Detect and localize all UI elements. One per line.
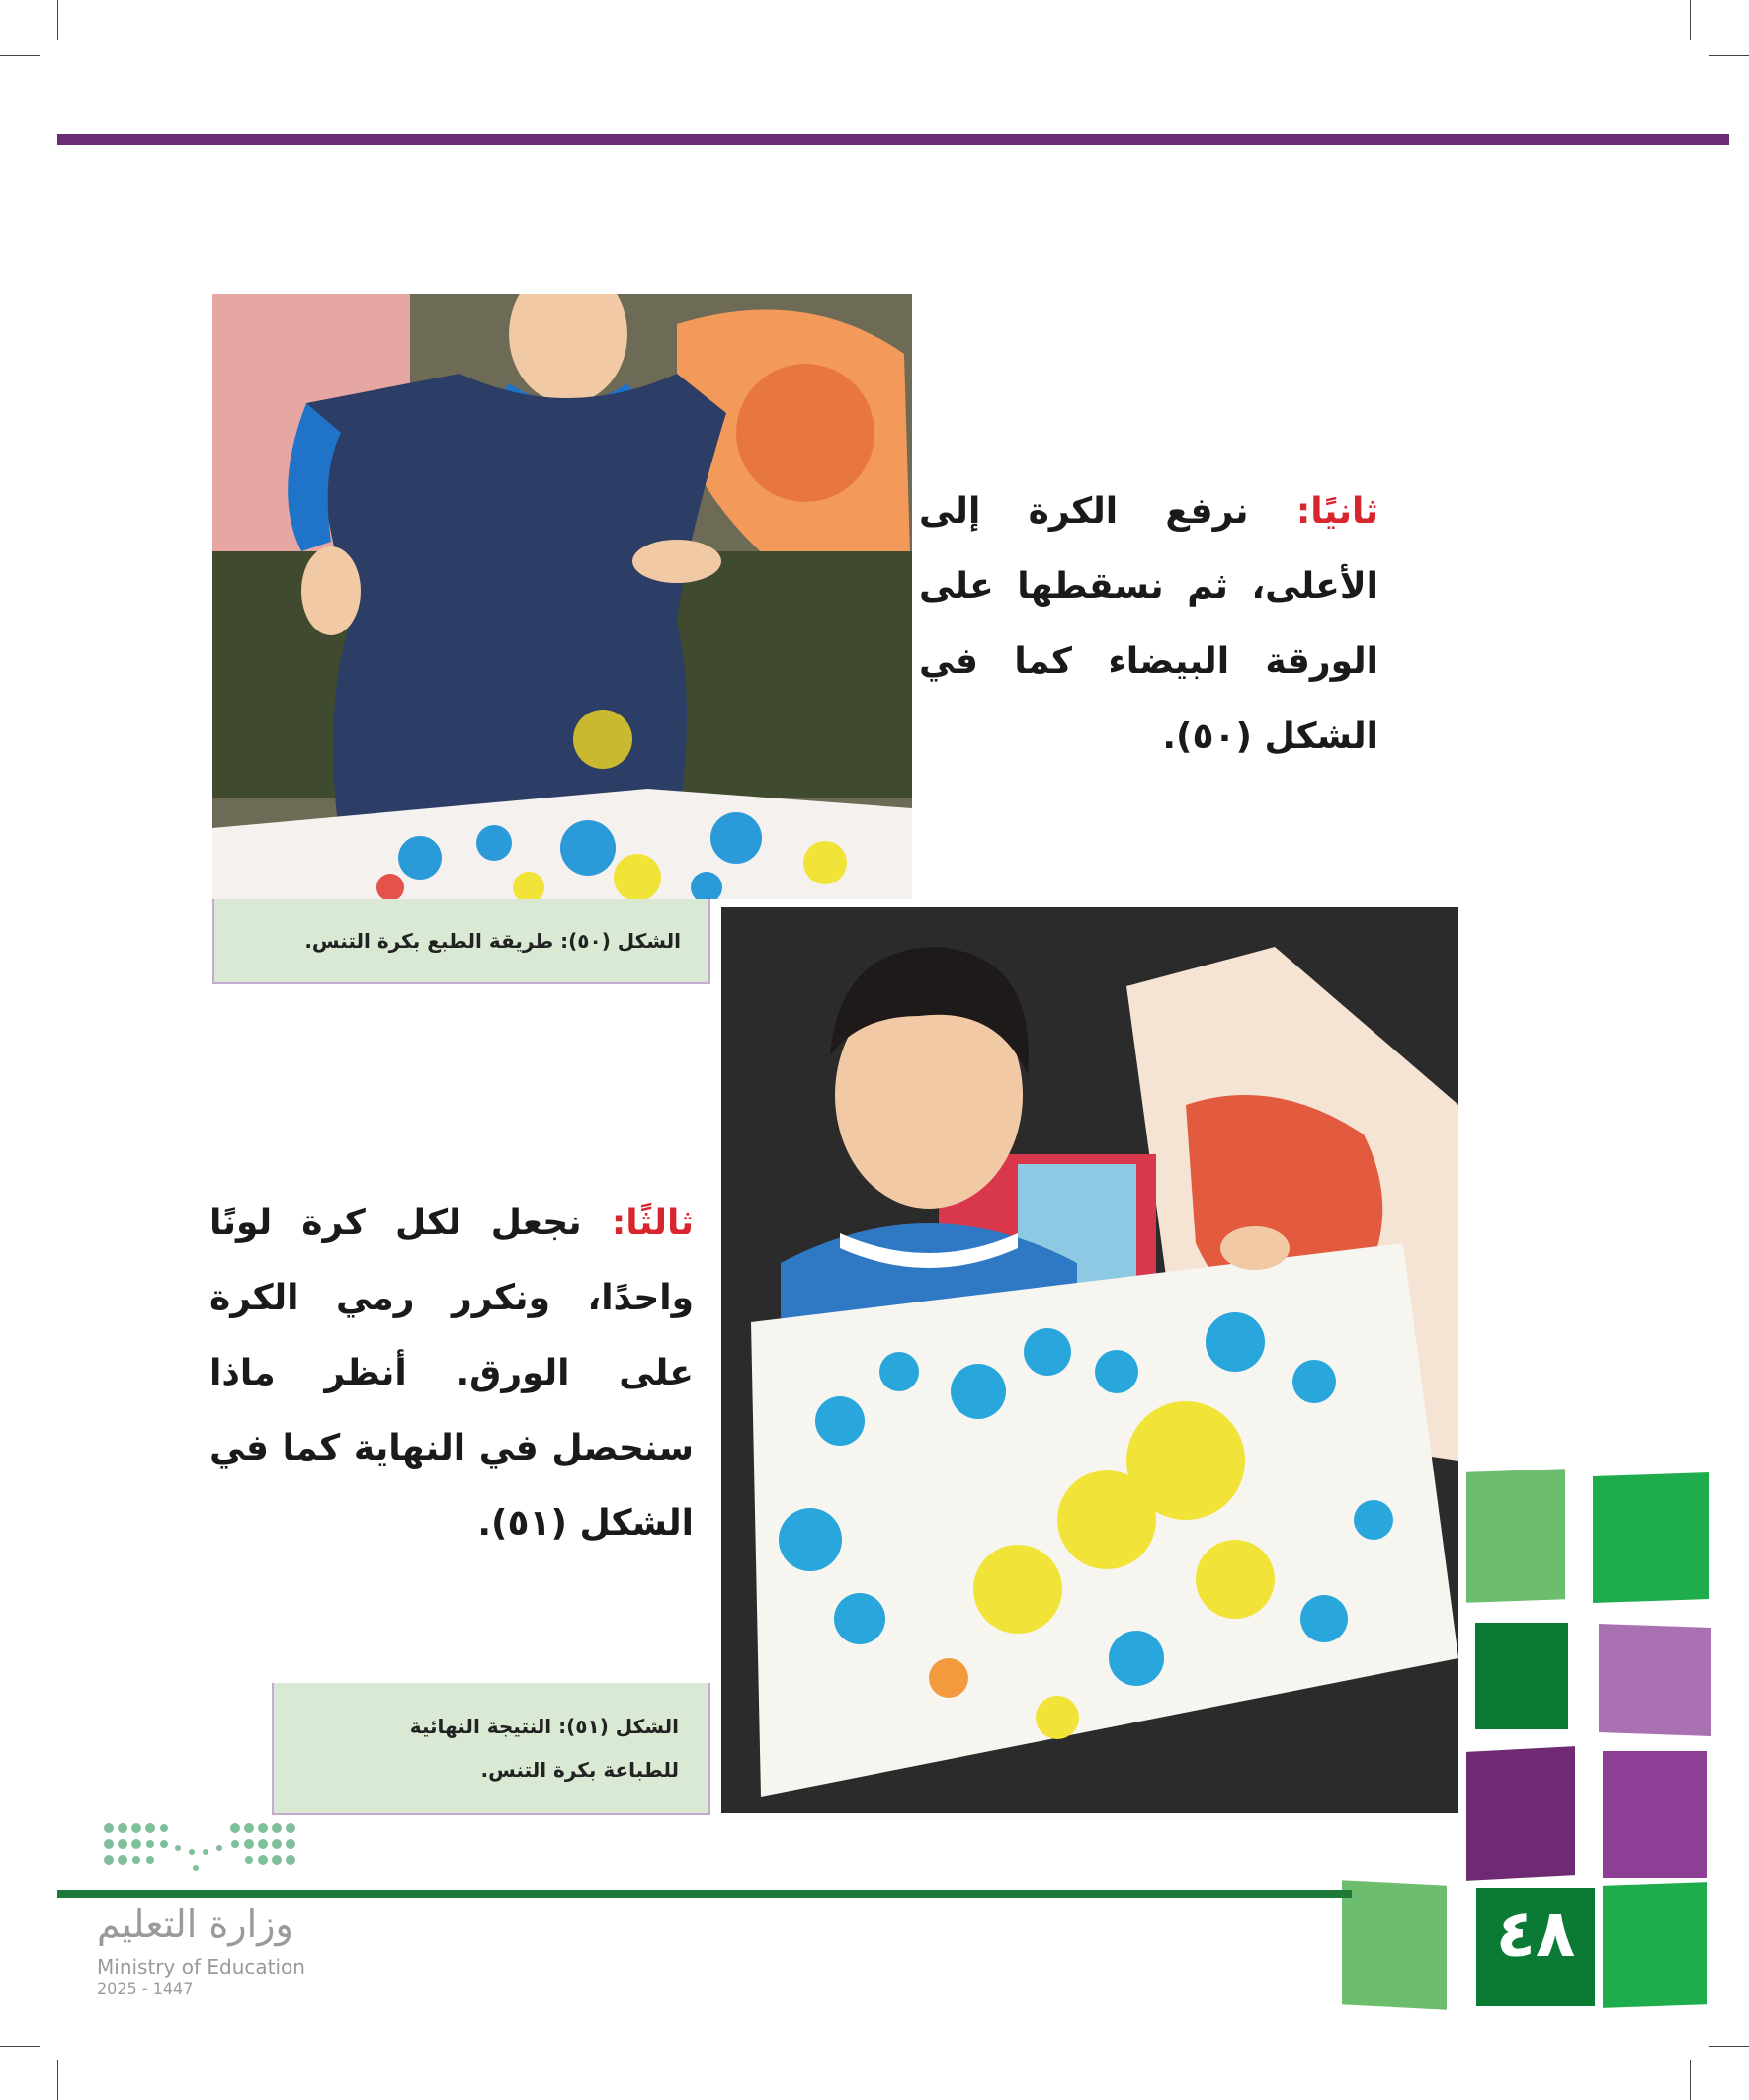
decor-tile (1603, 1882, 1707, 2008)
figure-51-photo (721, 907, 1458, 1813)
figure-50-caption-text: الشكل (٥٠): طريقة الطبع بكرة التنس. (304, 929, 681, 953)
ministry-name-arabic: وزارة التعليم (97, 1902, 293, 1946)
ministry-logo-dots (57, 1818, 314, 1897)
decor-tile (1475, 1623, 1568, 1729)
crop-mark (1709, 2046, 1749, 2047)
crop-mark (0, 55, 40, 56)
step-three-paragraph (209, 1186, 694, 1561)
figure-51-caption (272, 1683, 710, 1815)
decor-tile (1593, 1472, 1709, 1603)
decor-tile (1466, 1746, 1575, 1881)
figure-51-caption-line2: للطباعة بكرة التنس. (480, 1758, 679, 1782)
page-number: ٤٨ (1495, 1895, 1576, 1972)
decor-tile (1603, 1751, 1707, 1878)
crop-mark (1709, 55, 1749, 56)
figure-50-caption (212, 899, 710, 984)
crop-mark (57, 0, 58, 40)
crop-mark (57, 2060, 58, 2100)
step-two-paragraph (919, 474, 1378, 775)
step-two-label: ثانيًا: (1295, 491, 1378, 532)
step-two-text: نرفع الكرة إلى الأعلى، ثم نسقطها على الورقة البيضاء كما في الشكل (٥٠). (919, 491, 1378, 757)
header-rule (57, 134, 1729, 145)
figure-51-caption-text (303, 1705, 679, 1792)
crop-mark (0, 2046, 40, 2047)
decor-tile (1342, 1880, 1447, 2010)
step-three-label: ثالثًا: (611, 1203, 694, 1243)
crop-mark (1690, 0, 1691, 40)
decor-tile (1599, 1624, 1711, 1736)
step-three-text: نجعل لكل كرة لونًا واحدًا، ونكرر رمي الكرة على الورق. أنظر ماذا سنحصل في النهاية كما في الشكل (٥١). (209, 1203, 694, 1544)
crop-mark (1690, 2060, 1691, 2100)
ministry-name-english: Ministry of Education (97, 1955, 305, 1978)
figure-51-caption-line1: الشكل (٥١): النتيجة النهائية (409, 1715, 679, 1738)
figure-50-photo (212, 294, 912, 899)
decor-tile (1466, 1469, 1565, 1602)
ministry-year: 2025 - 1447 (97, 1979, 194, 1998)
